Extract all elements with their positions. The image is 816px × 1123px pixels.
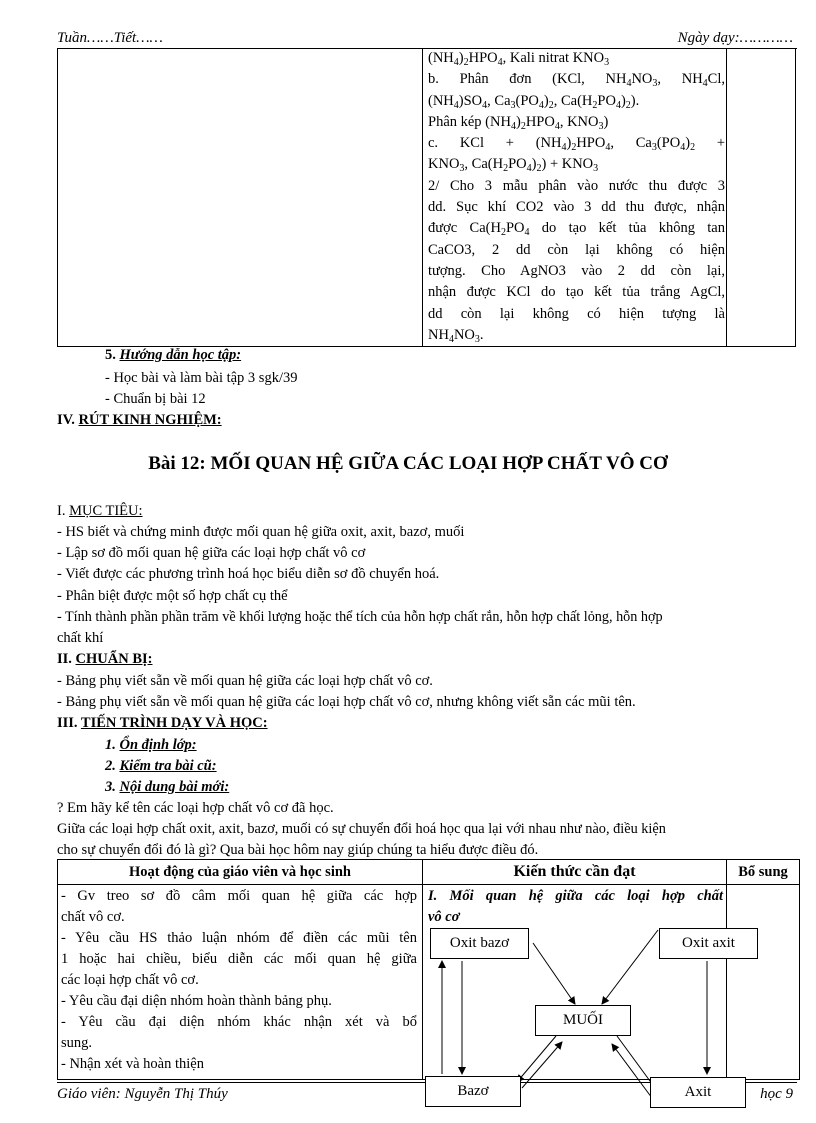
oxit-axit-box: Oxit axit (659, 928, 758, 959)
answer-line: tượng. Cho AgNO3 vào 2 dd còn lại, (428, 262, 725, 279)
activity-line: - Yêu cầu đại diện nhóm khác nhận xét và bổ (61, 1014, 417, 1030)
section-i-heading: I. MỤC TIÊU: (57, 503, 143, 519)
objective-item: - HS biết và chứng minh được mối quan hệ giữa oxit, axit, bazơ, muối (57, 524, 465, 540)
section-iv-heading: IV. RÚT KINH NGHIỆM: (57, 412, 222, 428)
header-week-period: Tuần……Tiết…… (57, 30, 163, 46)
knowledge-section-title: I. Mối quan hệ giữa các loại hợp chất vô cơ (428, 888, 723, 925)
arrow-muoi-bazo (517, 1036, 556, 1082)
intro-question: ? Em hãy kể tên các loại hợp chất vô cơ đã học. (57, 800, 334, 816)
intro-text: Giữa các loại hợp chất oxit, axit, bazơ, muối có sự chuyển đổi hoá học qua lại với nhau như nào, điều kiện (57, 821, 666, 837)
answer-line: nhận được KCl do tạo kết tủa trắng AgCl, (428, 284, 725, 301)
guide-heading: 5. Hướng dẫn học tập: (105, 347, 242, 363)
activity-line: 1 hoặc hai chiều, biểu diễn các mối quan hệ giữa (61, 951, 417, 967)
preparation-item: - Bảng phụ viết sẵn về mối quan hệ giữa các loại hợp chất vô cơ. (57, 673, 433, 689)
answer-line: 2/ Cho 3 mẫu phân vào nước thu được 3 (428, 177, 725, 194)
answer-line: được $Ca(H_2PO_4$ do tạo kết tủa không tan (428, 220, 725, 239)
objective-item: - Tính thành phần phần trăm về khối lượng hoặc thể tích của hỗn hợp chất rắn, hỗn hợp chất lỏng, hỗn hợp (57, 609, 663, 625)
activity-line: sung. (61, 1035, 93, 1051)
arrow-oxitbazo-muoi (533, 943, 575, 1004)
guide-item: - Học bài và làm bài tập 3 sgk/39 (105, 370, 298, 386)
step-item: 2. Kiểm tra bài cũ: (105, 758, 217, 774)
activity-line: các loại hợp chất vô cơ. (61, 972, 199, 988)
footer-teacher: Giáo viên: Nguyễn Thị Thúy (57, 1086, 228, 1102)
column-header: Hoạt động của giáo viên và học sinh (129, 864, 351, 880)
column-header: Kiến thức cần đạt (513, 863, 636, 880)
answer-line: $KNO_3$, $Ca(H_2PO_4)_2) + KNO_3$ (428, 156, 599, 175)
activity-line: - Yêu cầu HS thảo luận nhóm để điền các mũi tên (61, 930, 417, 946)
arrow-oxitaxit-muoi (602, 930, 658, 1004)
muoi-box: MUỐI (535, 1005, 631, 1036)
answer-line: dd còn lại không có hiện tượng là (428, 305, 725, 322)
section-ii-heading: II. CHUẨN BỊ: (57, 651, 153, 667)
header-teaching-date: Ngày dạy:………… (677, 30, 793, 46)
preparation-item: - Bảng phụ viết sẵn về mối quan hệ giữa các loại hợp chất vô cơ, nhưng không viết sẵn các mũi tên. (57, 694, 636, 710)
activity-line: - Yêu cầu đại diện nhóm hoàn thành bảng phụ. (61, 993, 332, 1009)
answer-line: $(NH_4)_2HPO_4$, Kali nitrat $KNO_3$ (428, 50, 610, 68)
step-item: 1. Ổn định lớp: (105, 737, 197, 753)
objective-item: chất khí (57, 630, 104, 646)
answer-line: $NH_4NO_3$. (428, 326, 484, 345)
column-header: Bổ sung (738, 864, 788, 880)
footer-subject: học 9 (760, 1086, 793, 1102)
objective-item: - Phân biệt được một số hợp chất cụ thể (57, 588, 288, 604)
objective-item: - Viết được các phương trình hoá học biểu diễn sơ đồ chuyển hoá. (57, 566, 440, 582)
objective-item: - Lập sơ đồ mối quan hệ giữa các loại hợp chất vô cơ (57, 545, 366, 561)
intro-text: cho sự chuyển đổi đó là gì? Qua bài học hôm nay giúp chúng ta hiểu được điều đó. (57, 842, 539, 858)
activity-line: - Gv treo sơ đồ câm mối quan hệ giữa các hợp (61, 888, 417, 904)
answer-line: dd. Sục khí CO2 vào 3 dd thu được, nhận (428, 199, 725, 216)
bazo-box: Bazơ (425, 1076, 521, 1107)
answer-line: Phân kép $(NH_4)_2HPO_4$, $KNO_3$) (428, 113, 609, 132)
answer-line: c. KCl + $(NH_4)_2HPO_4$, $Ca_3(PO_4)_2$ + (428, 135, 726, 154)
activity-line: chất vô cơ. (61, 909, 125, 925)
answer-line: b. Phân đơn (KCl, $NH_4NO_3$, $NH_4Cl$, (428, 71, 725, 90)
step-item: 3. Nội dung bài mới: (105, 779, 230, 795)
guide-item: - Chuẩn bị bài 12 (105, 391, 206, 407)
axit-box: Axit (650, 1077, 746, 1108)
answer-line: $(NH_4)SO_4$, $Ca_3(PO_4)_2$, $Ca(H_2PO_4)_2$). (428, 92, 640, 111)
lesson-title: Bài 12: MỐI QUAN HỆ GIỮA CÁC LOẠI HỢP CHẤT VÔ CƠ (148, 453, 668, 474)
section-iii-heading: III. TIẾN TRÌNH DẠY VÀ HỌC: (57, 715, 268, 731)
oxit-bazo-box: Oxit bazơ (430, 928, 529, 959)
activity-line: - Nhận xét và hoàn thiện (61, 1056, 204, 1072)
answer-line: CaCO3, 2 dd còn lại không có hiện (428, 241, 725, 258)
